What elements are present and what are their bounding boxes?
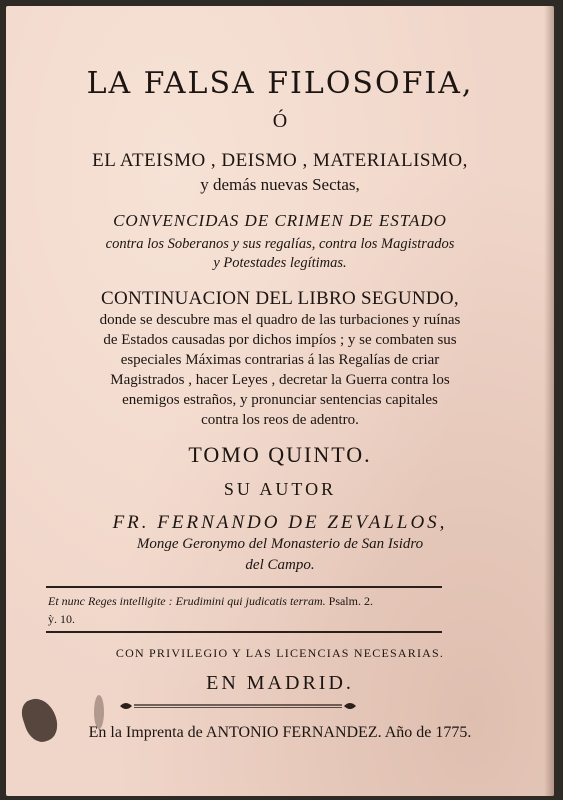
author-description: Monge Geronymo del Monasterio de San Isidro [136, 536, 424, 552]
bottom-rule [46, 631, 442, 633]
body-line: Magistrados , hacer Leyes , decretar la Guerra contra los [110, 372, 450, 388]
author-description-2: del Campo. [245, 557, 315, 573]
subtitle-line-2: y demás nuevas Sectas, [200, 175, 360, 194]
title-page [6, 6, 554, 796]
italic-line-2: contra los Soberanos y sus regalías, contra los Magistrados [105, 236, 455, 252]
motto-reference: Psalm. 2. [328, 594, 373, 608]
subtitle-line-1: EL ATEISMO , DEISMO , MATERIALISMO, [92, 150, 468, 171]
body-line: contra los reos de adentro. [201, 412, 359, 428]
author-name: FR. FERNANDO DE ZEVALLOS, [112, 512, 448, 533]
place-of-publication: EN MADRID. [206, 672, 354, 694]
volume-label: TOMO QUINTO. [188, 442, 372, 467]
smudge-mark [94, 695, 104, 729]
imprint-line: En la Imprenta de ANTONIO FERNANDEZ. Año de 1775. [88, 724, 472, 741]
italic-heading: CONVENCIDAS DE CRIMEN DE ESTADO [113, 211, 447, 230]
top-rule [46, 586, 442, 588]
italic-line-3: y Potestades legítimas. [213, 255, 347, 271]
author-label: SU AUTOR [223, 479, 337, 499]
body-line: especiales Máximas contrarias á las Regalías de criar [120, 352, 440, 368]
motto [48, 592, 442, 628]
book-title: LA FALSA FILOSOFIA, [86, 66, 474, 101]
body-line: de Estados causadas por dichos impíos ; y se combaten sus [103, 332, 457, 348]
ornament-divider [118, 700, 358, 712]
motto-verse: ỳ. 10. [48, 612, 75, 626]
continuation-heading: CONTINUACION DEL LIBRO SEGUNDO, [101, 288, 459, 309]
title-connector: Ó [272, 110, 288, 132]
motto-text: Et nunc Reges intelligite : Erudimini qui judicatis terram. [48, 594, 326, 608]
body-line: donde se descubre mas el quadro de las turbaciones y ruínas [99, 312, 461, 328]
privilege-line: CON PRIVILEGIO Y LAS LICENCIAS NECESARIAS. [115, 646, 445, 660]
body-line: enemigos estraños, y pronunciar sentencias capitales [122, 392, 438, 408]
